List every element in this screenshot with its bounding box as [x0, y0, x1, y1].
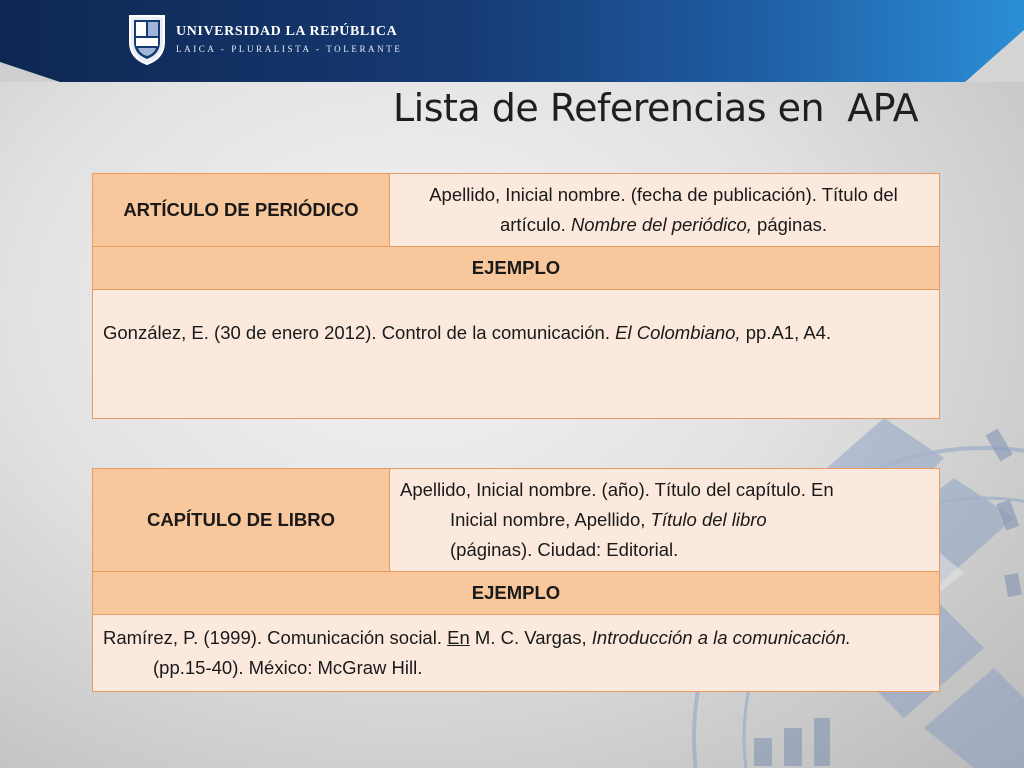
- example-text-2: M. C. Vargas,: [469, 627, 592, 648]
- format-text: Apellido, Inicial nombre. (fecha de publicación). Título del artículo.: [429, 184, 898, 235]
- example-underlined-text: En: [447, 627, 470, 648]
- reference-format: [390, 469, 940, 572]
- example-citation: [93, 615, 940, 692]
- reference-type-text: ARTÍCULO DE PERIÓDICO: [123, 199, 359, 220]
- format-line-2-italic-text: Título del libro: [650, 509, 767, 530]
- reference-type-text: CAPÍTULO DE LIBRO: [146, 509, 336, 530]
- format-line-2-text: Inicial nombre, Apellido,: [450, 509, 651, 530]
- example-text: Ramírez, P. (1999). Comunicación social.: [103, 627, 448, 648]
- example-tail-text: (pp.15-40). México: McGraw Hill.: [153, 657, 423, 678]
- university-motto: LAICA - PLURALISTA - TOLERANTE: [176, 44, 403, 54]
- format-tail-text: páginas.: [751, 214, 828, 235]
- example-header-text: EJEMPLO: [471, 582, 561, 603]
- example-header: [93, 247, 940, 290]
- example-text: González, E. (30 de enero 2012). Control de la comunicación.: [103, 322, 616, 343]
- example-citation: [93, 290, 940, 419]
- example-italic-text: Introducción a la comunicación.: [591, 627, 851, 648]
- format-line-2: [400, 505, 927, 535]
- reference-type-label: [93, 174, 390, 247]
- example-tail-text: pp.A1, A4.: [740, 322, 832, 343]
- reference-format: [390, 174, 940, 247]
- format-italic-text: Nombre del periódico,: [570, 214, 752, 235]
- crest-icon: [126, 12, 168, 66]
- example-header-text: EJEMPLO: [471, 257, 561, 278]
- page-title: Lista de Referencias en APA: [393, 86, 919, 130]
- reference-table-book-chapter: [92, 468, 940, 692]
- reference-type-label: [93, 469, 390, 572]
- format-line-3: (páginas). Ciudad: Editorial.: [450, 539, 679, 560]
- example-header: [93, 572, 940, 615]
- example-italic-text: El Colombiano,: [615, 322, 741, 343]
- format-line-1: Apellido, Inicial nombre. (año). Título del capítulo. En: [400, 479, 834, 500]
- reference-table-periodical-article: [92, 173, 940, 419]
- university-name: UNIVERSIDAD LA REPÚBLICA: [176, 24, 398, 39]
- university-logo: [126, 12, 402, 66]
